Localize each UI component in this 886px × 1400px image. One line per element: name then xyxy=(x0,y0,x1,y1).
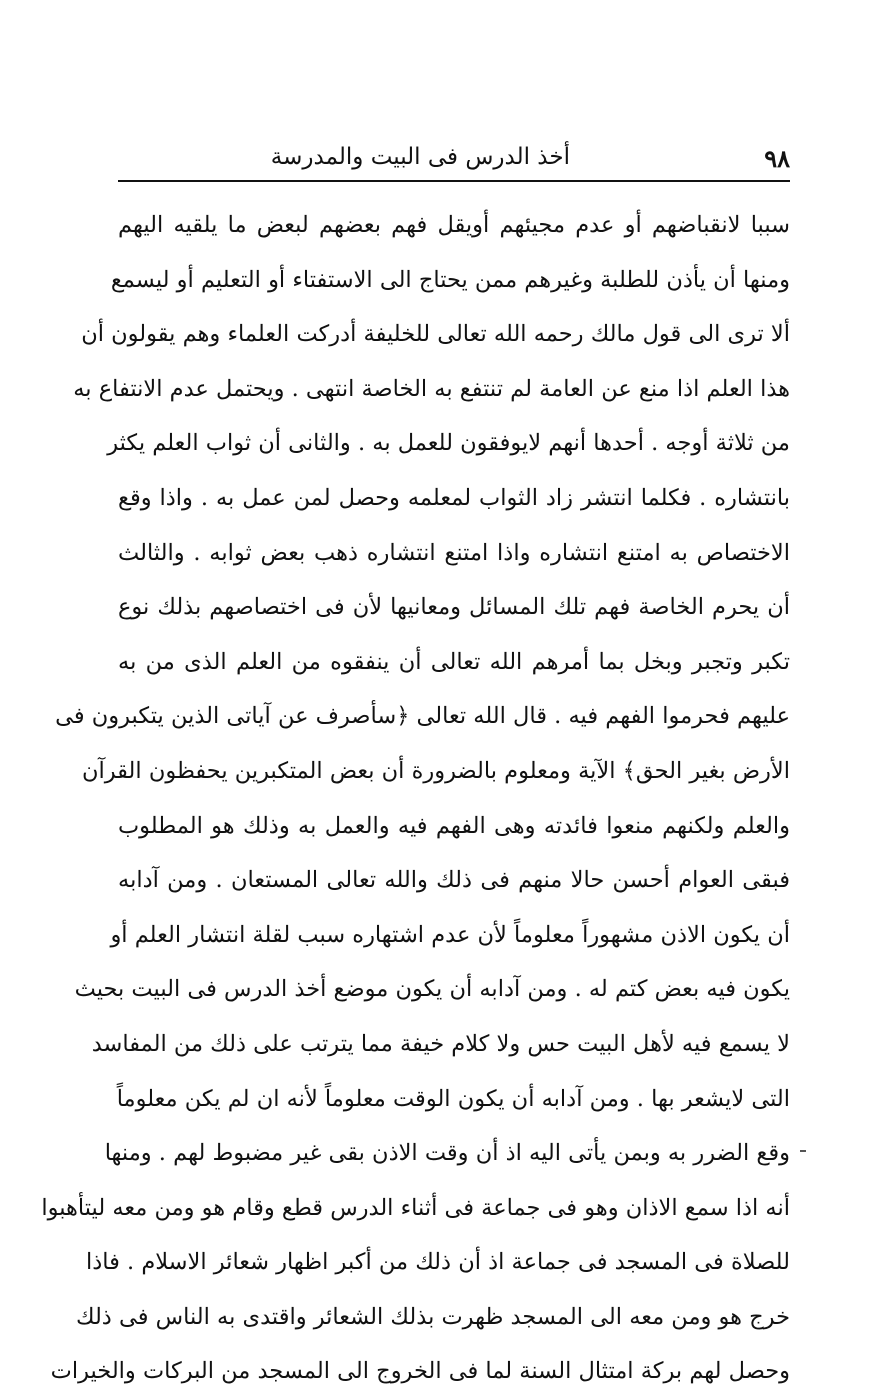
margin-mark xyxy=(800,1150,806,1152)
text-line: ألا ترى الى قول مالك رحمه الله تعالى للخليفة أدركت العلماء وهم يقولون أن xyxy=(81,321,790,348)
header-rule xyxy=(118,180,790,182)
page-number: ٩٨ xyxy=(764,144,790,173)
text-line: تكبر وتجبر وبخل بما أمرهم الله تعالى أن ينفقوه من العلم الذى من به xyxy=(118,648,790,675)
running-title: أخذ الدرس فى البيت والمدرسة xyxy=(270,144,570,170)
text-line: الأرض بغير الحق﴾ الآية ومعلوم بالضرورة أن بعض المتكبرين يحفظون القرآن xyxy=(81,757,790,784)
text-line: سببا لانقباضهم أو عدم مجيئهم أويقل فهم بعضهم لبعض ما يلقيه اليهم xyxy=(118,212,790,238)
text-line: الاختصاص به امتنع انتشاره واذا امتنع انتشاره ذهب بعض ثوابه . والثالث xyxy=(118,539,790,566)
text-line: والعلم ولكنهم منعوا فائدته وهى الفهم فيه والعمل به وذلك هو المطلوب xyxy=(118,812,790,839)
text-line: عليهم فحرموا الفهم فيه . قال الله تعالى ﴿سأصرف عن آياتى الذين يتكبرون فى xyxy=(55,703,790,730)
text-line: وحصل لهم بركة امتثال السنة لما فى الخروج الى المسجد من البركات والخيرات xyxy=(50,1358,790,1385)
text-line: وقع الضرر به وبمن يأتى اليه اذ أن وقت الاذن بقى غير مضبوط لهم . ومنها xyxy=(104,1140,790,1167)
page-header xyxy=(118,138,790,180)
text-line: لا يسمع فيه لأهل البيت حس ولا كلام خيفة مما يترتب على ذلك من المفاسد xyxy=(91,1030,790,1057)
text-line: أنه اذا سمع الاذان وهو فى جماعة فى أثناء الدرس قطع وقام هو ومن معه ليتأهبوا xyxy=(41,1194,790,1221)
text-line: أن يحرم الخاصة فهم تلك المسائل ومعانيها لأن فى اختصاصهم بذلك نوع xyxy=(118,594,790,621)
text-line: هذا العلم اذا منع عن العامة لم تنتفع به الخاصة انتهى . ويحتمل عدم الانتفاع به xyxy=(73,375,790,402)
text-line: التى لايشعر بها . ومن آدابه أن يكون الوقت معلوماً لأنه ان لم يكن معلوماً xyxy=(116,1085,790,1112)
text-line: بانتشاره . فكلما انتشر زاد الثواب لمعلمه وحصل لمن عمل به . واذا وقع xyxy=(118,484,790,511)
text-line: ومنها أن يأذن للطلبة وغيرهم ممن يحتاج الى الاستفتاء أو التعليم أو ليسمع xyxy=(110,266,790,293)
text-line: يكون فيه بعض كتم له . ومن آدابه أن يكون موضع أخذ الدرس فى البيت بحيث xyxy=(74,976,790,1003)
text-line: أن يكون الاذن مشهوراً معلوماً لأن عدم اشتهاره سبب لقلة انتشار العلم أو xyxy=(110,921,790,948)
text-line: خرج هو ومن معه الى المسجد ظهرت بذلك الشعائر واقتدى به الناس فى ذلك xyxy=(75,1303,790,1330)
text-line: فبقى العوام أحسن حالا منهم فى ذلك والله تعالى المستعان . ومن آدابه xyxy=(118,867,790,894)
body-text xyxy=(41,198,790,1399)
text-line: للصلاة فى المسجد فى جماعة اذ أن ذلك من أكبر اظهار شعائر الاسلام . فاذا xyxy=(85,1249,790,1276)
text-line: من ثلاثة أوجه . أحدها أنهم لايوفقون للعمل به . والثانى أن ثواب العلم يكثر xyxy=(107,430,790,457)
